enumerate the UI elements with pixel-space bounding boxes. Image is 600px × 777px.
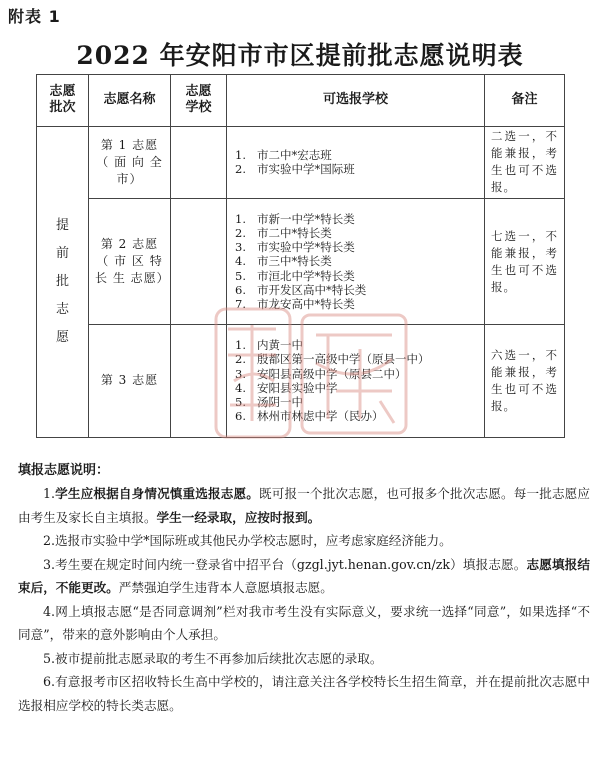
volunteer-name: 第 2 志愿（ 市 区 特 长 生 志愿） [89, 199, 171, 324]
school-list-cell [227, 126, 485, 199]
volunteer-table [36, 74, 565, 438]
list-item: 5. 汤阴一中 [235, 395, 303, 410]
instructions-body [18, 482, 590, 717]
header-options: 可选报学校 [227, 75, 485, 127]
table-header-row [37, 75, 565, 127]
list-item: 2. 市实验中学*国际班 [235, 162, 355, 177]
header-volunteer-name: 志愿名称 [89, 75, 171, 127]
list-item: 4. 安阳县实验中学 [235, 380, 338, 395]
instruction-item: 3.考生要在规定时间内统一登录省中招平台（gzgl.jyt.henan.gov.cn/zk）填报志愿。志愿填报结束后，不能更改。严禁强迫学生违背本人意愿填报志愿。 [18, 556, 590, 595]
attachment-label: 附表 1 [8, 7, 61, 26]
school-cell [171, 126, 227, 199]
volunteer-name: 第 1 志愿（ 面 向 全市） [89, 126, 171, 199]
instruction-item: 6.有意报考市区招收特长生高中学校的，请注意关注各学校特长生招生简章，并在提前批次志愿中选报相应学校的特长类志愿。 [18, 674, 590, 713]
school-cell [171, 199, 227, 324]
list-item: 3. 安阳县高级中学（原县二中） [235, 366, 407, 381]
batch-cell: 提 前 批 志 愿 [37, 126, 89, 437]
school-list-cell [227, 324, 485, 437]
remark-cell: 七选一，不能兼报，考生也可不选报。 [485, 199, 565, 324]
list-item: 1. 市新一中学*特长类 [235, 211, 355, 226]
instruction-item: 4.网上填报志愿“是否同意调剂”栏对我市考生没有实际意义，要求统一选择“同意”，如果选择“不同意”，带来的意外影响由个人承担。 [18, 603, 590, 642]
header-remarks: 备注 [485, 75, 565, 127]
volunteer-name: 第 3 志愿 [89, 324, 171, 437]
table-row [37, 199, 565, 324]
list-item: 2. 殷都区第一高级中学（原县一中） [235, 352, 430, 367]
list-item: 7. 市龙安高中*特长类 [235, 297, 355, 312]
document-title: 2022 年安阳市市区提前批志愿说明表 [76, 41, 524, 70]
instruction-item: 2.选报市实验中学*国际班或其他民办学校志愿时，应考虑家庭经济能力。 [43, 533, 452, 548]
remark-cell: 二选一，不能兼报，考生也可不选报。 [485, 126, 565, 199]
school-list-cell [227, 199, 485, 324]
list-item: 6. 林州市林虑中学（民办） [235, 409, 384, 424]
instruction-item: 1.学生应根据自身情况慎重选报志愿。既可报一个批次志愿，也可报多个批次志愿。每一批志愿应由考生及家长自主填报。学生一经录取，应按时报到。 [18, 486, 591, 525]
instruction-item: 5.被市提前批志愿录取的考生不再参加后续批次志愿的录取。 [43, 650, 383, 666]
list-item: 1. 内黄一中 [235, 338, 303, 353]
header-batch: 志愿 批次 [37, 75, 89, 127]
list-item: 3. 市实验中学*特长类 [235, 240, 355, 255]
list-item: 1. 市二中*宏志班 [235, 148, 332, 163]
list-item: 5. 市洹北中学*特长类 [235, 268, 355, 283]
table-row [37, 324, 565, 437]
list-item: 2. 市二中*特长类 [235, 226, 332, 241]
list-item: 6. 市开发区高中*特长类 [235, 282, 367, 297]
list-item: 4. 市三中*特长类 [235, 254, 332, 269]
remark-cell: 六选一，不能兼报，考生也可不选报。 [485, 324, 565, 437]
table-row [37, 126, 565, 199]
instructions-heading: 填报志愿说明： [18, 463, 110, 478]
header-school: 志愿 学校 [171, 75, 227, 127]
school-cell [171, 324, 227, 437]
